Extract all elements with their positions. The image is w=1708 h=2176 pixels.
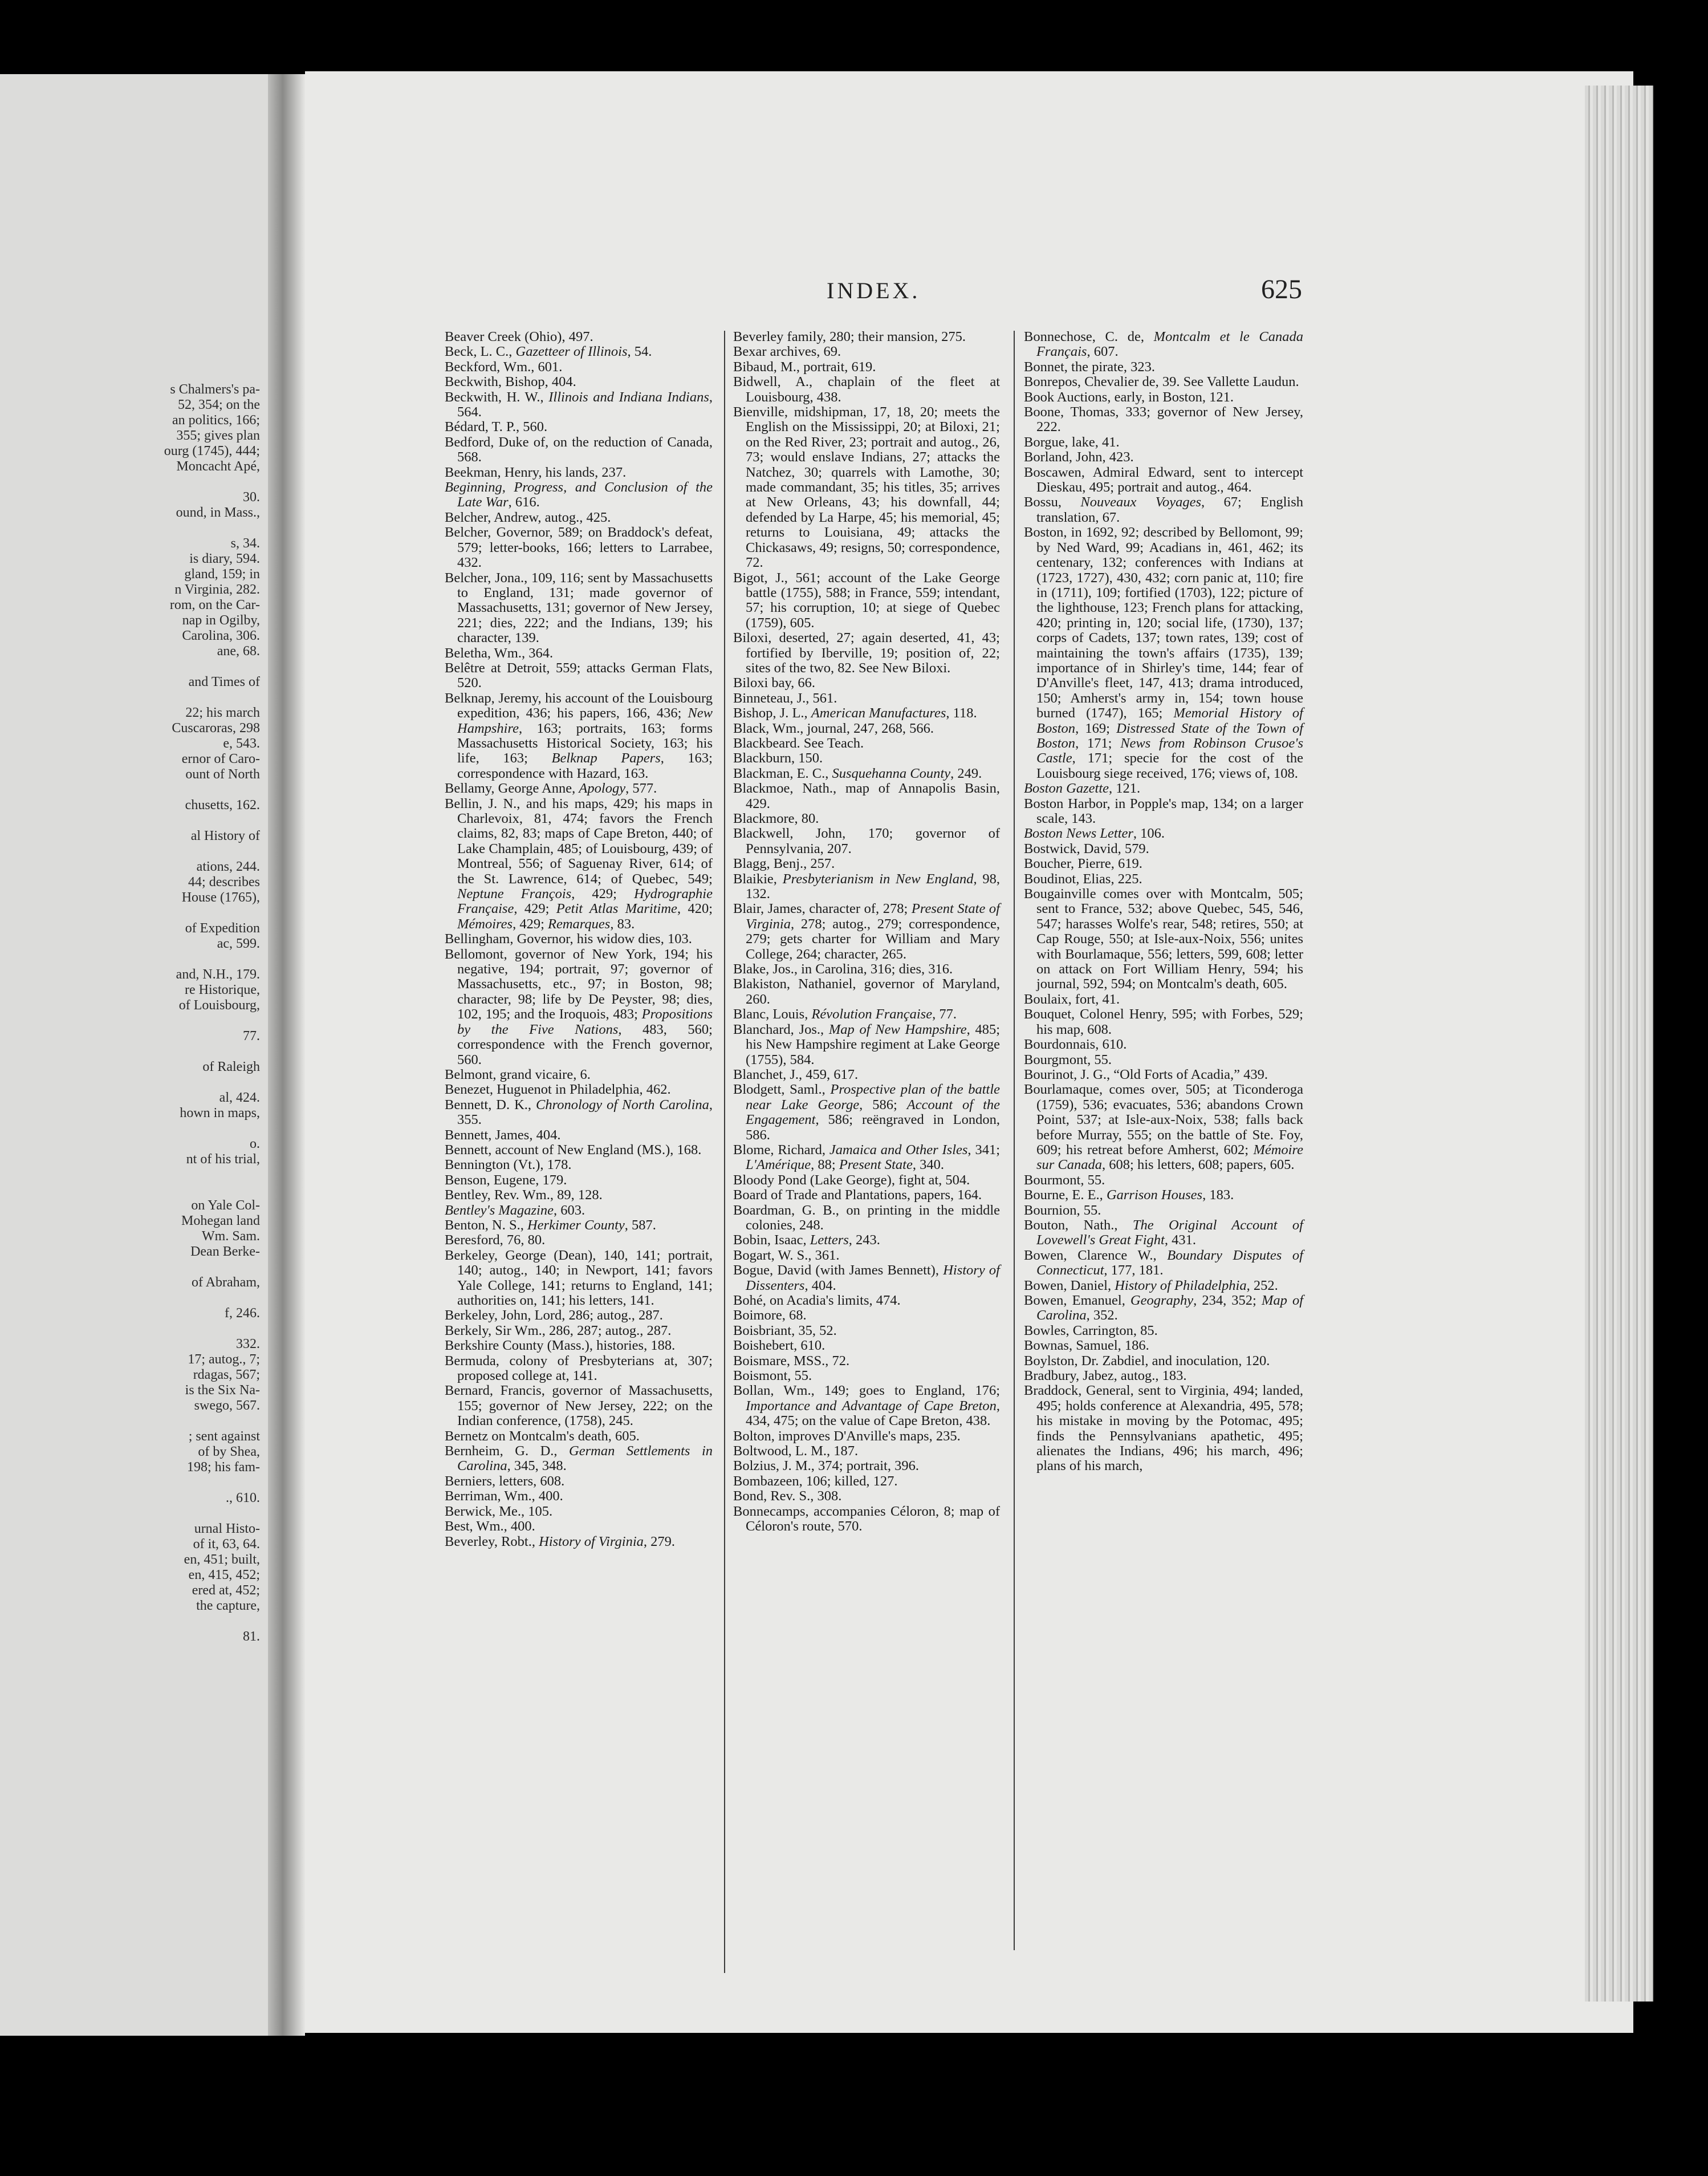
left-page-line: rdagas, 567; bbox=[193, 1367, 260, 1382]
italic-title: Herkimer County bbox=[527, 1217, 625, 1233]
index-entry: Black, Wm., journal, 247, 268, 566. bbox=[733, 720, 934, 736]
left-page-line: House (1765), bbox=[181, 890, 260, 905]
index-entry: Braddock, General, sent to Virginia, 494; landed, 495; holds conference at Alexandria, 495, 578; his mistake in moving by the Potomac, 495; finds the Pennsylvanians apathetic, 495; alienates the Indians, 496; his march, 496; plans of his march, bbox=[1024, 1383, 1303, 1474]
italic-title: Mémoires bbox=[457, 916, 513, 932]
italic-title: Petit Atlas Maritime bbox=[556, 901, 677, 917]
index-column-3 bbox=[1024, 330, 1303, 1474]
left-page-line: ac, 599. bbox=[217, 936, 260, 951]
index-entry: Bennett, James, 404. bbox=[445, 1127, 561, 1143]
index-entry: Belcher, Andrew, autog., 425. bbox=[445, 509, 611, 525]
index-entry: Beginning, Progress, and Conclusion of the Late War, 616. bbox=[445, 480, 713, 510]
index-entry: Boishebert, 610. bbox=[733, 1338, 825, 1354]
italic-title: Jamaica and Other Isles bbox=[829, 1142, 968, 1158]
left-page-line: Cuscaroras, 298 bbox=[172, 721, 260, 736]
index-entry: Bourlamaque, comes over, 505; at Ticonderoga (1759), 536; evacuates, 536; abandons Crown Point, 537; at Isle-aux-Noix, 538; falls back before Murray, 555; on the battle of Ste. Foy, 609; his retreat before Amherst, 602; Mémoire sur Canada, 608; his letters, 608; papers, 605. bbox=[1024, 1082, 1303, 1173]
italic-title: Neptune François bbox=[457, 886, 572, 902]
index-entry: Borgue, lake, 41. bbox=[1024, 434, 1120, 450]
index-entry: Bigot, J., 561; account of the Lake George battle (1755), 588; in France, 559; intendant, 57; his corruption, 10; at siege of Quebec (1759), 605. bbox=[733, 570, 1000, 631]
index-entry: Benson, Eugene, 179. bbox=[445, 1172, 567, 1188]
index-entry: Bienville, midshipman, 17, 18, 20; meets the English on the Mississippi, 20; at Biloxi, 21; on the Red River, 23; portrait and autog., 26, 73; would enslave Indians, 27; attacks the Natchez, 30; quarrels with Lamothe, 30; made commandant, 35; his titles, 35; arrives at New Orleans, 43; his downfall, 44; defended by La Harpe, 45; his memorial, 45; returns to Louisiana, 49; attacks the Chickasaws, 49; resigns, 50; correspondence, 72. bbox=[733, 404, 1000, 571]
index-entry: Bobin, Isaac, Letters, 243. bbox=[733, 1232, 880, 1248]
left-page-line: s Chalmers's pa- bbox=[170, 382, 260, 397]
index-entry: Belknap, Jeremy, his account of the Louisbourg expedition, 436; his papers, 166, 436; New Hampshire, 163; portraits, 163; forms Massachusetts Historical Society, 163; his life, 163; Belknap Papers, 163; correspondence with Hazard, 163. bbox=[445, 690, 713, 781]
left-page-line: 17; autog., 7; bbox=[188, 1352, 260, 1367]
index-entry: Bolzius, J. M., 374; portrait, 396. bbox=[733, 1458, 919, 1474]
index-entry: Berkely, Sir Wm., 286, 287; autog., 287. bbox=[445, 1322, 672, 1338]
index-entry: Boismare, MSS., 72. bbox=[733, 1353, 850, 1369]
index-entry: Bernetz on Montcalm's death, 605. bbox=[445, 1428, 640, 1444]
index-entry: Bishop, J. L., American Manufactures, 118. bbox=[733, 705, 977, 721]
index-entry: Berkeley, George (Dean), 140, 141; portrait, 140; autog., 140; in Newport, 141; favors Yale College, 141; returns to England, 141; authorities on, 141; his letters, 141. bbox=[445, 1247, 713, 1308]
index-entry: Blackman, E. C., Susquehanna County, 249. bbox=[733, 765, 982, 781]
index-entry: Boston Harbor, in Popple's map, 134; on a larger scale, 143. bbox=[1024, 795, 1303, 826]
index-column-2 bbox=[733, 330, 1000, 1534]
index-entry: Bermuda, colony of Presbyterians at, 307; proposed college at, 141. bbox=[445, 1353, 713, 1384]
left-page-line: 355; gives plan bbox=[176, 428, 260, 443]
italic-title: Nouveaux Voyages bbox=[1080, 494, 1201, 510]
left-page-line: ane, 68. bbox=[217, 644, 260, 659]
index-entry: Best, Wm., 400. bbox=[445, 1519, 535, 1534]
left-page-line: an politics, 166; bbox=[172, 413, 260, 428]
index-entry: Bellingham, Governor, his widow dies, 103. bbox=[445, 931, 692, 947]
italic-title: Beginning, Progress, and Conclusion of the Late War bbox=[445, 480, 713, 510]
index-entry: Boscawen, Admiral Edward, sent to intercept Dieskau, 495; portrait and autog., 464. bbox=[1024, 464, 1303, 496]
index-entry: Boston Gazette, 121. bbox=[1024, 781, 1141, 797]
italic-title: Present State of Virginia bbox=[746, 901, 1000, 932]
left-page-line: nap in Ogilby, bbox=[182, 613, 260, 628]
index-entry: Berkeley, John, Lord, 286; autog., 287. bbox=[445, 1308, 663, 1324]
index-entry: Bonrepos, Chevalier de, 39. See Vallette Laudun. bbox=[1024, 374, 1299, 390]
italic-title: Montcalm et le Canada Français bbox=[1036, 329, 1304, 360]
italic-title: American Manufactures bbox=[811, 705, 946, 721]
italic-title: Presbyterianism in New England bbox=[782, 871, 974, 887]
left-page-line: ernor of Caro- bbox=[181, 752, 260, 766]
index-entry: Bernheim, G. D., German Settlements in Carolina, 345, 348. bbox=[445, 1443, 713, 1474]
italic-title: Letters bbox=[810, 1232, 849, 1248]
left-page-line: gland, 159; in bbox=[184, 567, 260, 582]
index-entry: Boulaix, fort, 41. bbox=[1024, 991, 1120, 1007]
index-entry: Boston News Letter, 106. bbox=[1024, 826, 1165, 842]
index-entry: Boston, in 1692, 92; described by Bellomont, 99; by Ned Ward, 99; Acadians in, 461, 462; its centenary, 132; conferences with Indians at (1723, 1727), 430, 432; corn panic at, 110; fire in (1711), 109; fortified (1703), 122; picture of the lighthouse, 123; French plans for attacking, 420; printing in, 120; social life, (1730), 137; corps of Cadets, 137; town rates, 139; cost of maintaining the town's affairs (1735), 139; importance of in Shirley's time, 144; fear of D'Anville's fleet, 147, 413; drama introduced, 150; Amherst's army in, 154; town house burned (1747), 165; Memorial History of Boston, 169; Distressed State of the Town of Boston, 171; News from Robinson Crusoe's Castle, 171; specie for the cost of the Louisbourg siege received, 176; views of, 108. bbox=[1024, 525, 1303, 781]
index-entry: Bloody Pond (Lake George), fight at, 504. bbox=[733, 1172, 970, 1188]
left-page-line: n Virginia, 282. bbox=[174, 582, 260, 597]
index-entry: Bowles, Carrington, 85. bbox=[1024, 1322, 1158, 1338]
index-column-1 bbox=[445, 330, 713, 1549]
italic-title: Révolution Française bbox=[811, 1006, 933, 1022]
index-entry: Boardman, G. B., on printing in the middle colonies, 248. bbox=[733, 1202, 1000, 1233]
index-entry: Bohé, on Acadia's limits, 474. bbox=[733, 1293, 901, 1308]
left-page-line: chusetts, 162. bbox=[185, 798, 260, 813]
index-entry: Blakiston, Nathaniel, governor of Maryland, 260. bbox=[733, 976, 1000, 1007]
index-entry: Blanchet, J., 459, 617. bbox=[733, 1066, 859, 1082]
index-entry: Binneteau, J., 561. bbox=[733, 690, 837, 706]
index-entry: Boylston, Dr. Zabdiel, and inoculation, 120. bbox=[1024, 1353, 1270, 1369]
index-entry: Beletha, Wm., 364. bbox=[445, 645, 554, 661]
index-entry: Boltwood, L. M., 187. bbox=[733, 1443, 859, 1459]
left-page-line: re Historique, bbox=[185, 983, 260, 997]
index-entry: Belmont, grand vicaire, 6. bbox=[445, 1066, 591, 1082]
index-entry: Bédard, T. P., 560. bbox=[445, 419, 548, 435]
italic-title: History of Virginia bbox=[539, 1533, 644, 1549]
left-page-line: al, 424. bbox=[219, 1090, 260, 1105]
italic-title: News from Robinson Crusoe's Castle bbox=[1036, 735, 1303, 766]
index-entry: Board of Trade and Plantations, papers, 164. bbox=[733, 1187, 982, 1203]
left-page-line: nt of his trial, bbox=[186, 1152, 260, 1167]
index-entry: Bellin, J. N., and his maps, 429; his maps in Charlevoix, 81, 474; favors the French claims, 82, 83; maps of Cape Breton, 440; of Lake Champlain, 485; of Louisbourg, 439; of Montreal, 556; of Saguenay River, 614; of the St. Lawrence, 614; of Quebec, 549; Neptune François, 429; Hydrographie Française, 429; Petit Atlas Maritime, 420; Mémoires, 429; Remarques, 83. bbox=[445, 795, 713, 932]
index-entry: Bowen, Daniel, History of Philadelphia, 252. bbox=[1024, 1277, 1278, 1293]
index-entry: Beverley family, 280; their mansion, 275. bbox=[733, 329, 966, 344]
left-page-line: s, 34. bbox=[230, 536, 260, 551]
index-entry: Bourmont, 55. bbox=[1024, 1172, 1105, 1188]
left-page-line: of Raleigh bbox=[202, 1059, 260, 1074]
index-entry: Beresford, 76, 80. bbox=[445, 1232, 546, 1248]
italic-title: Garrison Houses bbox=[1106, 1187, 1203, 1203]
page-number: 625 bbox=[1261, 274, 1302, 305]
index-entry: Boisbriant, 35, 52. bbox=[733, 1322, 837, 1338]
index-entry: Blackburn, 150. bbox=[733, 750, 823, 766]
left-page-line: Mohegan land bbox=[181, 1213, 260, 1228]
index-entry: Bellomont, governor of New York, 194; his negative, 194; portrait, 97; governor of Massachusetts, etc., 97; in Boston, 98; character, 98; life by De Peyster, 98; dies, 102, 195; and the Iroquois, 483; Propositions by the Five Nations, 483, 560; correspondence with the French governor, 560. bbox=[445, 946, 713, 1067]
left-page-line: 30. bbox=[243, 490, 260, 505]
left-page-line: of Expedition bbox=[185, 921, 260, 936]
italic-title: Chronology of North Carolina bbox=[536, 1097, 709, 1113]
left-page-line: 81. bbox=[243, 1629, 260, 1644]
italic-title: Memorial History of Boston bbox=[1036, 705, 1303, 736]
index-entry: Bowen, Clarence W., Boundary Disputes of Connecticut, 177, 181. bbox=[1024, 1247, 1303, 1278]
left-page-line: ., 610. bbox=[226, 1491, 260, 1505]
index-entry: Blanc, Louis, Révolution Française, 77. bbox=[733, 1006, 957, 1022]
italic-title: Mémoire sur Canada bbox=[1036, 1142, 1303, 1173]
left-page-line: al History of bbox=[190, 829, 260, 843]
left-page-line: 52, 354; on the bbox=[178, 397, 260, 412]
index-entry: Blackwell, John, 170; governor of Pennsylvania, 207. bbox=[733, 826, 1000, 856]
index-entry: Blagg, Benj., 257. bbox=[733, 856, 835, 872]
index-entry: Berriman, Wm., 400. bbox=[445, 1488, 563, 1504]
index-entry: Berniers, letters, 608. bbox=[445, 1473, 565, 1489]
left-page-line: en, 415, 452; bbox=[188, 1568, 260, 1582]
index-entry: Book Auctions, early, in Boston, 121. bbox=[1024, 389, 1234, 405]
index-entry: Boimore, 68. bbox=[733, 1308, 807, 1324]
index-entry: Bonnechose, C. de, Montcalm et le Canada Français, 607. bbox=[1024, 329, 1304, 360]
left-page-line: of Abraham, bbox=[192, 1275, 260, 1290]
index-entry: Bollan, Wm., 149; goes to England, 176; Importance and Advantage of Cape Breton, 434, 475; on the value of Cape Breton, 438. bbox=[733, 1383, 1000, 1429]
left-page-line: f, 246. bbox=[225, 1306, 260, 1321]
left-page-line: ; sent against bbox=[188, 1429, 260, 1444]
left-page-line: e, 543. bbox=[223, 736, 260, 751]
index-entry: Bouton, Nath., The Original Account of Lovewell's Great Fight, 431. bbox=[1024, 1217, 1303, 1248]
left-page-line: ered at, 452; bbox=[192, 1583, 260, 1598]
left-page-line: rom, on the Car- bbox=[169, 598, 260, 612]
index-entry: Bogart, W. S., 361. bbox=[733, 1247, 840, 1263]
index-entry: Bourdonnais, 610. bbox=[1024, 1037, 1127, 1053]
index-entry: Boismont, 55. bbox=[733, 1368, 812, 1384]
left-page-line: is diary, 594. bbox=[189, 551, 260, 566]
column-rule-1 bbox=[724, 331, 725, 1973]
column-rule-2 bbox=[1014, 331, 1015, 1950]
index-entry: Boudinot, Elias, 225. bbox=[1024, 871, 1142, 887]
index-entry: Blackmoe, Nath., map of Annapolis Basin, 429. bbox=[733, 781, 1000, 811]
italic-title: Map of New Hampshire bbox=[828, 1021, 967, 1037]
italic-title: German Settlements in Carolina bbox=[457, 1443, 713, 1474]
left-page-line: Dean Berke- bbox=[190, 1244, 260, 1259]
index-entry: Bennett, D. K., Chronology of North Carolina, 355. bbox=[445, 1097, 713, 1128]
index-entry: Bentley, Rev. Wm., 89, 128. bbox=[445, 1187, 603, 1203]
left-page-line: hown in maps, bbox=[180, 1106, 260, 1121]
index-entry: Bourgmont, 55. bbox=[1024, 1052, 1112, 1067]
index-entry: Beck, L. C., Gazetteer of Illinois, 54. bbox=[445, 344, 652, 360]
left-page-line: Moncacht Apé, bbox=[176, 459, 260, 474]
left-page bbox=[0, 74, 268, 2036]
left-page-line: on Yale Col- bbox=[191, 1198, 260, 1213]
index-entry: Boone, Thomas, 333; governor of New Jersey, 222. bbox=[1024, 404, 1303, 435]
italic-title: Apology bbox=[579, 781, 626, 797]
italic-title: Susquehanna County bbox=[832, 765, 951, 781]
left-page-line: of by Shea, bbox=[198, 1444, 260, 1459]
index-entry: Bombazeen, 106; killed, 127. bbox=[733, 1473, 898, 1489]
left-page-line: en, 451; built, bbox=[184, 1552, 260, 1567]
index-entry: Borland, John, 423. bbox=[1024, 449, 1134, 465]
book-gutter bbox=[268, 74, 305, 2036]
left-page-line: the capture, bbox=[196, 1598, 260, 1613]
left-page-line: swego, 567. bbox=[194, 1398, 260, 1413]
index-entry: Bourinot, J. G., “Old Forts of Acadia,” 439. bbox=[1024, 1066, 1268, 1082]
index-entry: Blodgett, Saml., Prospective plan of the battle near Lake George, 586; Account of the Engagement, 586; reëngraved in London, 586. bbox=[733, 1082, 1001, 1143]
index-entry: Bibaud, M., portrait, 619. bbox=[733, 359, 876, 375]
left-page-line: o. bbox=[250, 1136, 260, 1151]
italic-title: Prospective plan of the battle near Lake George bbox=[746, 1082, 1000, 1113]
left-page-line: ound, in Mass., bbox=[176, 505, 260, 520]
index-entry: Boucher, Pierre, 619. bbox=[1024, 856, 1142, 872]
left-page-line: ount of North bbox=[185, 767, 260, 782]
italic-title: Distressed State of the Town of Boston bbox=[1036, 720, 1303, 751]
left-page-line: and Times of bbox=[188, 675, 260, 689]
index-entry: Benton, N. S., Herkimer County, 587. bbox=[445, 1217, 656, 1233]
index-entry: Bonnecamps, accompanies Céloron, 8; map of Céloron's route, 570. bbox=[733, 1503, 1000, 1534]
index-entry: Benezet, Huguenot in Philadelphia, 462. bbox=[445, 1082, 671, 1098]
index-entry: Berkshire County (Mass.), histories, 188. bbox=[445, 1338, 676, 1354]
left-page-line: ourg (1745), 444; bbox=[164, 444, 260, 458]
index-entry: Belcher, Governor, 589; on Braddock's defeat, 579; letter-books, 166; letters to Larrabee, 432. bbox=[445, 525, 713, 571]
index-entry: Bossu, Nouveaux Voyages, 67; English translation, 67. bbox=[1024, 494, 1303, 525]
index-entry: Blackmore, 80. bbox=[733, 811, 819, 826]
index-entry: Bonnet, the pirate, 323. bbox=[1024, 359, 1155, 375]
italic-title: L'Amérique bbox=[746, 1157, 811, 1173]
index-entry: Bolton, improves D'Anville's maps, 235. bbox=[733, 1428, 961, 1444]
italic-title: Map of Carolina bbox=[1036, 1293, 1303, 1324]
italic-title: The Original Account of Lovewell's Great Fight bbox=[1036, 1217, 1303, 1248]
italic-title: Remarques bbox=[548, 916, 611, 932]
index-entry: Bournion, 55. bbox=[1024, 1202, 1101, 1218]
italic-title: Boston Gazette bbox=[1024, 781, 1109, 797]
italic-title: Boston News Letter bbox=[1024, 826, 1133, 842]
index-entry: Belêtre at Detroit, 559; attacks German Flats, 520. bbox=[445, 660, 713, 691]
index-entry: Beckwith, Bishop, 404. bbox=[445, 374, 576, 390]
index-entry: Bownas, Samuel, 186. bbox=[1024, 1338, 1149, 1354]
index-header: INDEX. bbox=[827, 278, 921, 303]
left-page-line: 44; describes bbox=[188, 875, 260, 890]
left-page-line: urnal Histo- bbox=[194, 1521, 260, 1536]
italic-title: Hydrographie Française bbox=[457, 886, 713, 917]
index-entry: Bourne, E. E., Garrison Houses, 183. bbox=[1024, 1187, 1234, 1203]
index-entry: Bennett, account of New England (MS.), 168. bbox=[445, 1142, 702, 1158]
left-page-line: Wm. Sam. bbox=[202, 1229, 260, 1244]
italic-title: History of Dissenters bbox=[746, 1262, 1000, 1293]
index-entry: Blackbeard. See Teach. bbox=[733, 735, 864, 751]
italic-title: History of Philadelphia bbox=[1115, 1277, 1247, 1293]
italic-title: New Hampshire bbox=[457, 705, 713, 736]
index-entry: Blome, Richard, Jamaica and Other Isles, 341; L'Amérique, 88; Present State, 340. bbox=[733, 1142, 1000, 1173]
index-entry: Bradbury, Jabez, autog., 183. bbox=[1024, 1368, 1187, 1384]
index-entry: Bennington (Vt.), 178. bbox=[445, 1157, 572, 1173]
index-entry: Beverley, Robt., History of Virginia, 279. bbox=[445, 1533, 675, 1549]
left-page-line: is the Six Na- bbox=[185, 1383, 260, 1398]
italic-title: Bentley's Magazine bbox=[445, 1202, 554, 1218]
left-page-line: 332. bbox=[236, 1337, 260, 1351]
index-entry: Biloxi bay, 66. bbox=[733, 675, 816, 691]
italic-title: Present State bbox=[839, 1157, 913, 1173]
italic-title: Gazetteer of Illinois bbox=[515, 344, 628, 360]
left-page-line: ations, 244. bbox=[196, 859, 260, 874]
italic-title: Account of the Engagement bbox=[746, 1097, 1001, 1128]
italic-title: Importance and Advantage of Cape Breton bbox=[746, 1398, 997, 1414]
index-entry: Blair, James, character of, 278; Present State of Virginia, 278; autog., 279; correspondence, 279; gets charter for William and Mary College, 264; character, 265. bbox=[733, 901, 1000, 962]
italic-title: Belknap Papers bbox=[551, 750, 661, 766]
index-entry: Bidwell, A., chaplain of the fleet at Louisbourg, 438. bbox=[733, 374, 1000, 405]
index-entry: Bentley's Magazine, 603. bbox=[445, 1202, 585, 1218]
index-entry: Beekman, Henry, his lands, 237. bbox=[445, 464, 627, 480]
left-page-line: 22; his march bbox=[185, 705, 260, 720]
left-page-line: Carolina, 306. bbox=[182, 628, 260, 643]
index-entry: Bogue, David (with James Bennett), History of Dissenters, 404. bbox=[733, 1262, 1000, 1293]
italic-title: Illinois and Indiana Indians bbox=[548, 389, 709, 405]
index-entry: Bedford, Duke of, on the reduction of Canada, 568. bbox=[445, 434, 713, 465]
index-entry: Bernard, Francis, governor of Massachusetts, 155; governor of New Jersey, 222; on the Indian conference, (1758), 245. bbox=[445, 1383, 713, 1429]
index-entry: Berwick, Me., 105. bbox=[445, 1503, 553, 1519]
index-entry: Blake, Jos., in Carolina, 316; dies, 316. bbox=[733, 961, 953, 977]
italic-title: Geography bbox=[1130, 1293, 1194, 1308]
index-entry: Bond, Rev. S., 308. bbox=[733, 1488, 842, 1504]
index-entry: Biloxi, deserted, 27; again deserted, 41, 43; fortified by Iberville, 19; position of, 22; sites of the two, 82. See New Biloxi. bbox=[733, 630, 1000, 676]
index-entry: Bouquet, Colonel Henry, 595; with Forbes, 529; his map, 608. bbox=[1024, 1006, 1303, 1037]
index-entry: Beaver Creek (Ohio), 497. bbox=[445, 329, 593, 344]
index-entry: Beckwith, H. W., Illinois and Indiana Indians, 564. bbox=[445, 389, 713, 420]
italic-title: Propositions by the Five Nations bbox=[457, 1006, 713, 1037]
index-entry: Bostwick, David, 579. bbox=[1024, 841, 1149, 856]
left-page-line: and, N.H., 179. bbox=[176, 967, 260, 982]
index-entry: Blanchard, Jos., Map of New Hampshire, 485; his New Hampshire regiment at Lake George (1755), 584. bbox=[733, 1021, 1000, 1067]
italic-title: Boundary Disputes of Connecticut bbox=[1036, 1247, 1303, 1278]
index-entry: Bowen, Emanuel, Geography, 234, 352; Map of Carolina, 352. bbox=[1024, 1293, 1303, 1324]
left-page-line: of it, 63, 64. bbox=[193, 1537, 260, 1552]
index-entry: Beckford, Wm., 601. bbox=[445, 359, 563, 375]
left-page-line: of Louisbourg, bbox=[178, 998, 260, 1013]
left-page-line: 77. bbox=[243, 1029, 260, 1044]
index-entry: Bellamy, George Anne, Apology, 577. bbox=[445, 781, 657, 797]
left-page-line: 198; his fam- bbox=[187, 1460, 260, 1475]
index-entry: Bougainville comes over with Montcalm, 505; sent to France, 532; above Quebec, 545, 546, 547; harasses Wolfe's rear, 548; retires, 550; at Cap Rouge, 550; at Isle-aux-Noix, 556; unites with Bourlamaque, 556; letters, 599, 608; letter on attack on Fort William Henry, 594; his journal, 592, 594; on Montcalm's death, 605. bbox=[1024, 886, 1303, 992]
index-entry: Belcher, Jona., 109, 116; sent by Massachusetts to England, 131; made governor of Massachusetts, 131; governor of New Jersey, 221; dies, 222; and the Indians, 139; his character, 139. bbox=[445, 570, 713, 646]
index-entry: Bexar archives, 69. bbox=[733, 344, 841, 360]
index-entry: Blaikie, Presbyterianism in New England, 98, 132. bbox=[733, 871, 1001, 902]
page-edges bbox=[1585, 86, 1653, 2002]
